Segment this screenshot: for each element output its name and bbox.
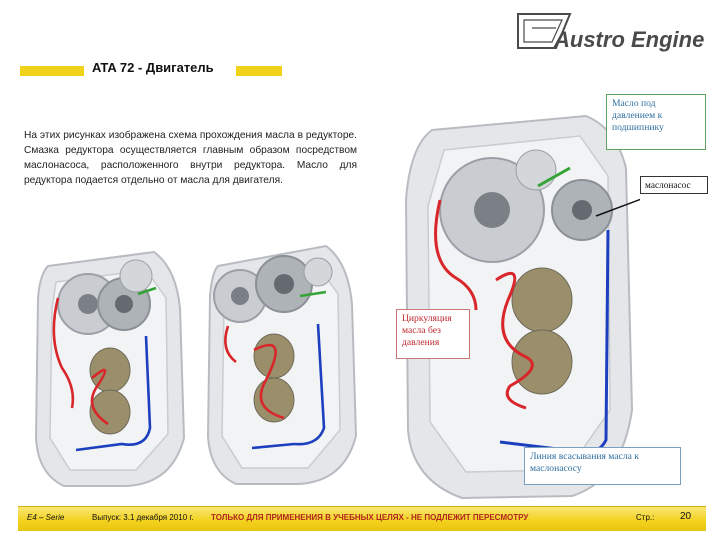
gearbox-diagram-small-left	[26, 238, 188, 494]
callout-pressure-oil: Масло под давлением к подшипнику	[606, 94, 706, 150]
footer-page-number: 20	[680, 511, 692, 522]
gearbox-diagram-small-middle	[200, 232, 360, 492]
austro-engine-logo	[512, 8, 712, 58]
footer-series: E4 – Serie	[27, 513, 65, 522]
footer-training-warning: ТОЛЬКО ДЛЯ ПРИМЕНЕНИЯ В УЧЕБНЫХ ЦЕЛЯХ - НЕ ПОДЛЕЖИТ ПЕРЕСМОТРУ	[211, 513, 529, 522]
gearbox-diagram-large	[396, 110, 640, 504]
callout-circulation: Циркуляция масла без давления	[396, 309, 470, 359]
intro-paragraph: На этих рисунках изображена схема прохождения масла в редукторе. Смазка редуктора осуществляется главным образом посредством маслонасоса, расположенного внутри редуктора. Масло для редуктора подается отдельно от масла для двигателя.	[24, 130, 357, 186]
page-title: ATA 72 - Двигатель	[92, 60, 214, 75]
footer-issue-date: Выпуск: 3.1 декабря 2010 г.	[92, 513, 194, 522]
logo-text: Austro Engine	[554, 27, 705, 52]
footer-page-label: Стр.:	[636, 513, 655, 522]
callout-oil-pump: маслонасос	[640, 176, 708, 194]
callout-suction-line: Линия всасывания масла к маслонасосу	[524, 447, 681, 485]
